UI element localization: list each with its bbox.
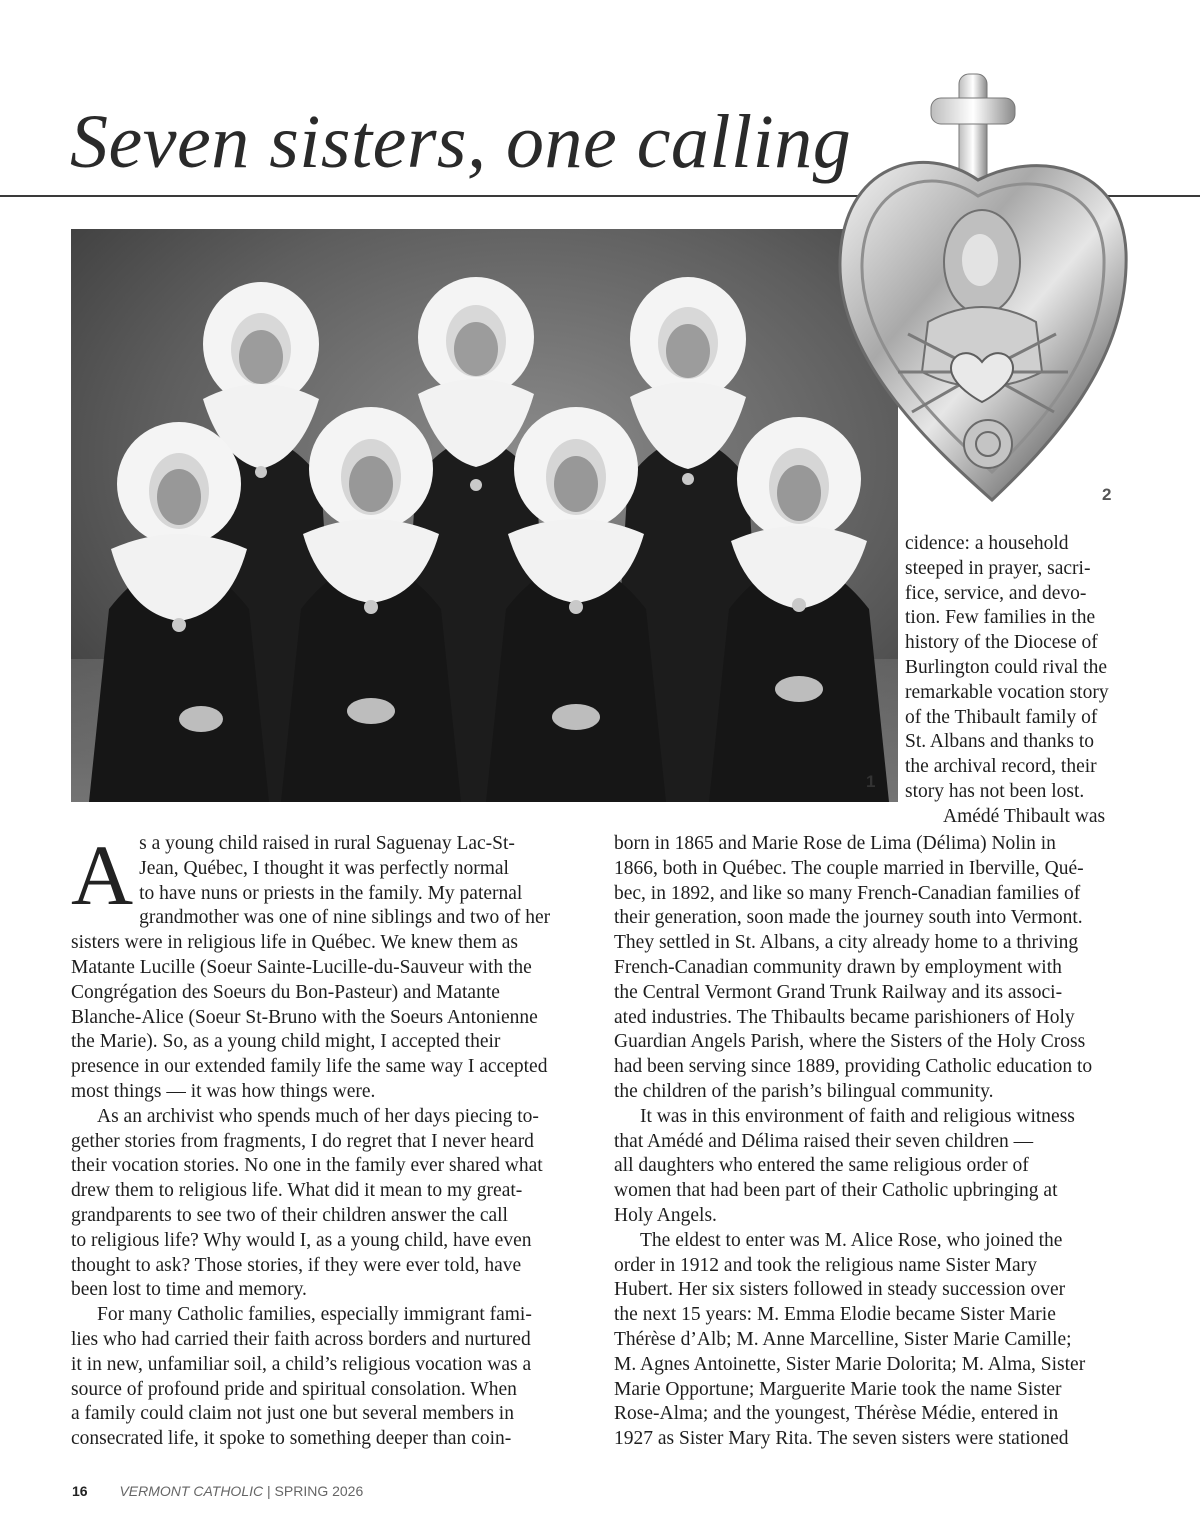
publication-name: VERMONT CATHOLIC xyxy=(119,1483,264,1499)
text-line: gether stories from fragments, I do regret that I never heard xyxy=(71,1130,534,1152)
text-line: French-Canadian community drawn by employment with xyxy=(614,956,1062,978)
text-line: their vocation stories. No one in the family ever shared what xyxy=(71,1155,543,1177)
text-line: presence in our extended family life the same way I accepted xyxy=(71,1056,548,1078)
text-line: that Amédé and Délima raised their seven children — xyxy=(614,1130,1034,1152)
text-line: Amédé Thibault was xyxy=(943,805,1106,827)
text-line: born in 1865 and Marie Rose de Lima (Délima) Nolin in xyxy=(614,833,1056,854)
right-column xyxy=(614,832,1104,1452)
text-line: M. Agnes Antoinette, Sister Marie Dolorita; M. Alma, Sister xyxy=(614,1353,1086,1375)
text-line: Jean, Québec, I thought it was perfectly normal xyxy=(139,857,509,879)
paragraph xyxy=(71,1105,591,1303)
text-line: lies who had carried their faith across borders and nurtured xyxy=(71,1328,531,1350)
text-line: it in new, unfamiliar soil, a child’s religious vocation was a xyxy=(71,1353,532,1375)
text-line: 1866, both in Québec. The couple married in Iberville, Qué- xyxy=(614,857,1084,879)
text-line: the next 15 years: M. Emma Elodie became Sister Marie xyxy=(614,1304,1056,1326)
text-line: Guardian Angels Parish, where the Sisters of the Holy Cross xyxy=(614,1031,1086,1053)
text-line: bec, in 1892, and like so many French-Canadian families of xyxy=(614,882,1081,904)
text-line: the archival record, their xyxy=(905,756,1097,778)
text-line: history of the Diocese of xyxy=(905,632,1098,654)
text-line: consecrated life, it spoke to something deeper than coin- xyxy=(71,1428,512,1450)
text-line: grandmother was one of nine siblings and two of her xyxy=(139,907,551,929)
text-line: remarkable vocation story xyxy=(905,681,1109,703)
text-line: all daughters who entered the same religious order of xyxy=(614,1155,1029,1177)
text-line: Marie Opportune; Marguerite Marie took the name Sister xyxy=(614,1378,1062,1400)
paragraph xyxy=(71,827,591,1105)
text-line: The eldest to enter was M. Alice Rose, who joined the xyxy=(640,1229,1063,1251)
text-line: to have nuns or priests in the family. My paternal xyxy=(139,882,523,904)
rose-icon xyxy=(964,420,1012,468)
text-line: They settled in St. Albans, a city already home to a thriving xyxy=(614,932,1079,954)
drop-cap: A xyxy=(71,827,134,923)
text-line: Hubert. Her six sisters followed in steady succession over xyxy=(614,1279,1066,1301)
text-line: cidence: a household xyxy=(905,533,1069,554)
text-line: sisters were in religious life in Québec. We knew them as xyxy=(71,932,518,954)
page-title: Seven sisters, one calling xyxy=(70,100,852,184)
text-line: 1927 as Sister Mary Rita. The seven sisters were stationed xyxy=(614,1428,1069,1450)
text-line: women that had been part of their Catholic upbringing at xyxy=(614,1180,1058,1202)
text-line: Burlington could rival the xyxy=(905,656,1108,678)
text-line: ated industries. The Thibaults became parishioners of Holy xyxy=(614,1006,1075,1028)
text-line: had been serving since 1889, providing Catholic education to xyxy=(614,1056,1093,1078)
cross-icon xyxy=(959,74,987,184)
text-line: order in 1912 and took the religious name Sister Mary xyxy=(614,1254,1037,1276)
page-number: 16 xyxy=(72,1483,88,1499)
text-line: Holy Angels. xyxy=(614,1204,717,1226)
medal-number: 2 xyxy=(1102,485,1112,504)
text-line: to religious life? Why would I, as a young child, have even xyxy=(71,1229,532,1251)
text-line: fice, service, and devo- xyxy=(905,582,1087,604)
text-line: drew them to religious life. What did it mean to my great- xyxy=(71,1180,523,1202)
text-line: most things — it was how things were. xyxy=(71,1080,376,1102)
text-line: As an archivist who spends much of her days piecing to- xyxy=(97,1105,539,1127)
footer-separator: | xyxy=(267,1483,271,1499)
text-line: s a young child raised in rural Saguenay Lac-St- xyxy=(139,833,515,854)
text-line: source of profound pride and spiritual consolation. When xyxy=(71,1378,517,1400)
text-line: story has not been lost. xyxy=(905,780,1085,802)
text-line: the Marie). So, as a young child might, I accepted their xyxy=(71,1031,501,1053)
text-line: It was in this environment of faith and religious witness xyxy=(640,1105,1075,1127)
text-line: Matante Lucille (Soeur Sainte-Lucille-du-Sauveur with the xyxy=(71,956,532,978)
text-line: Congrégation des Soeurs du Bon-Pasteur) and Matante xyxy=(71,981,500,1003)
text-line: of the Thibault family of xyxy=(905,706,1098,728)
text-line: steeped in prayer, sacri- xyxy=(905,557,1091,579)
text-line: tion. Few families in the xyxy=(905,607,1096,629)
text-line: St. Albans and thanks to xyxy=(905,731,1095,753)
issue-date: SPRING 2026 xyxy=(274,1483,364,1499)
text-line: grandparents to see two of their children answer the call xyxy=(71,1204,508,1226)
text-line: For many Catholic families, especially immigrant fami- xyxy=(97,1304,532,1326)
text-line: the children of the parish’s bilingual community. xyxy=(614,1080,994,1102)
paragraph xyxy=(71,1303,591,1452)
paragraph xyxy=(614,1105,1104,1229)
sisters-photo xyxy=(71,229,898,802)
text-line: their generation, soon made the journey south into Vermont. xyxy=(614,907,1083,929)
photo-number: 1 xyxy=(866,772,876,791)
page-footer xyxy=(72,1483,363,1499)
heart-medal-image xyxy=(828,72,1136,510)
left-column xyxy=(71,827,591,1452)
paragraph xyxy=(614,1229,1104,1452)
right-top-text xyxy=(905,532,1145,830)
text-line: been lost to time and memory. xyxy=(71,1279,307,1301)
text-line: Rose-Alma; and the youngest, Thérèse Médie, entered in xyxy=(614,1403,1059,1425)
text-line: the Central Vermont Grand Trunk Railway and its associ- xyxy=(614,981,1063,1003)
text-line: Blanche-Alice (Soeur St-Bruno with the Soeurs Antonienne xyxy=(71,1006,538,1028)
paragraph xyxy=(614,832,1104,1105)
text-line: a family could claim not just one but several members in xyxy=(71,1403,514,1425)
text-line: Thérèse d’Alb; M. Anne Marcelline, Sister Marie Camille; xyxy=(614,1328,1072,1350)
text-line: thought to ask? Those stories, if they were ever told, have xyxy=(71,1254,522,1276)
